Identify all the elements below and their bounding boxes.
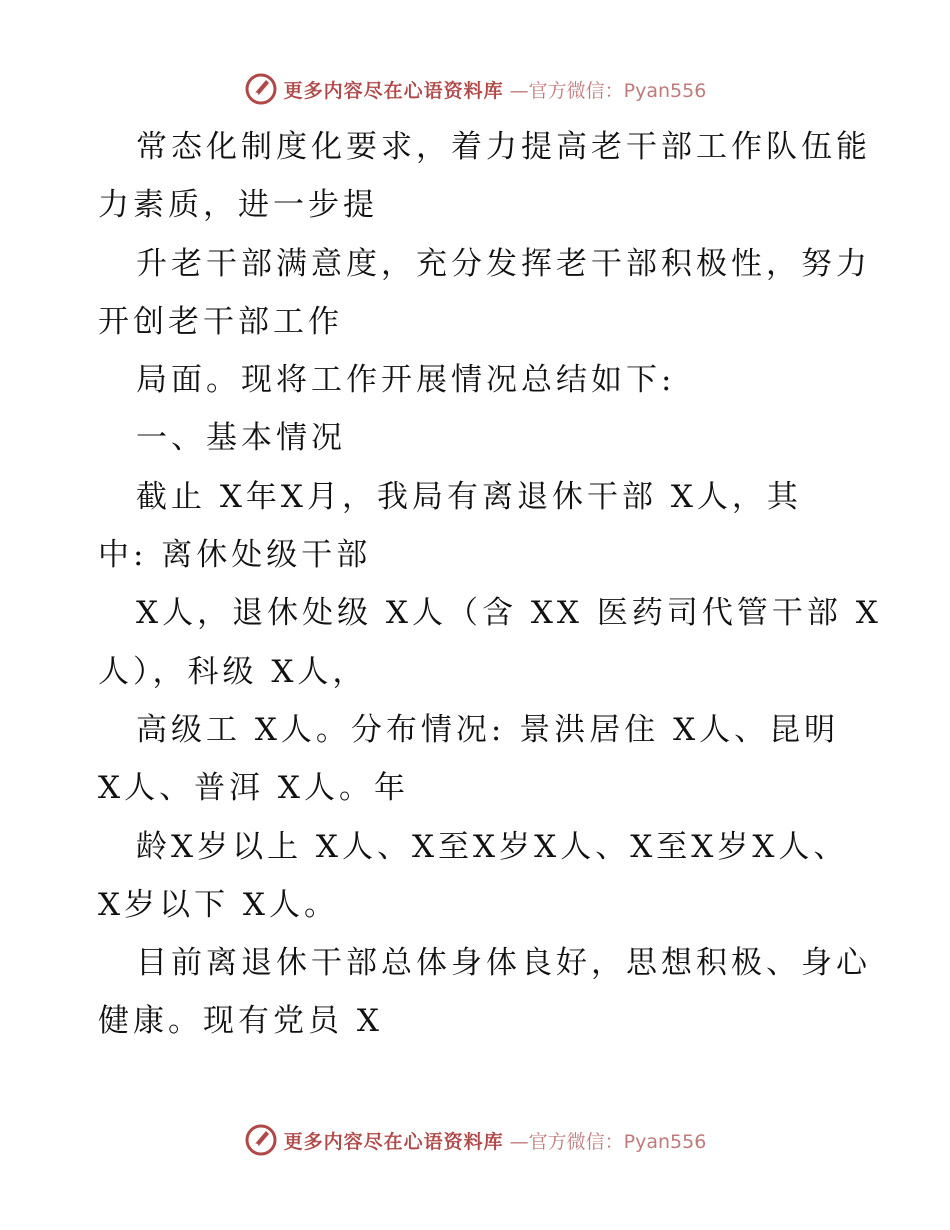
banner-brand-text: 更多内容尽在心语资料库: [283, 1130, 504, 1153]
text-line: X人、普洱 X人。年: [98, 770, 409, 807]
document-body: [98, 118, 882, 1051]
text-line: 中: 离休处级干部: [98, 537, 372, 574]
text-line: 一、基本情况: [136, 420, 346, 457]
header-banner: [0, 72, 950, 106]
brand-logo-icon: [244, 72, 278, 106]
banner-contact-text: —官方微信：Pyan556: [509, 79, 707, 102]
brand-logo-icon: [244, 1123, 278, 1157]
text-line: 常态化制度化要求，着力提高老干部工作队伍能: [136, 129, 871, 165]
banner-brand-text: 更多内容尽在心语资料库: [283, 79, 504, 102]
footer-banner: [0, 1123, 950, 1157]
text-line: 龄X岁以上 X人、X至X岁X人、X至X岁X人、: [136, 828, 849, 865]
text-line: 截止 X年X月，我局有离退休干部 X人，其: [136, 478, 802, 515]
banner-contact-text: —官方微信：Pyan556: [509, 1130, 707, 1153]
text-line: 局面。现将工作开展情况总结如下:: [136, 362, 676, 399]
text-line: X岁以下 X人。: [98, 886, 339, 923]
text-line: 目前离退休干部总体身体良好，思想积极、身心: [136, 945, 871, 982]
text-line: 健康。现有党员 X: [98, 1003, 383, 1040]
text-line: 开创老干部工作: [98, 303, 343, 340]
text-line: 力素质，进一步提: [98, 187, 378, 224]
text-line: 升老干部满意度，充分发挥老干部积极性，努力: [136, 245, 871, 282]
text-line: 人），科级 X人，: [98, 653, 368, 690]
text-line: X人，退休处级 X人（含 XX 医药司代管干部 X: [136, 595, 882, 632]
text-line: 高级工 X人。分布情况: 景洪居住 X人、昆明: [136, 711, 840, 748]
